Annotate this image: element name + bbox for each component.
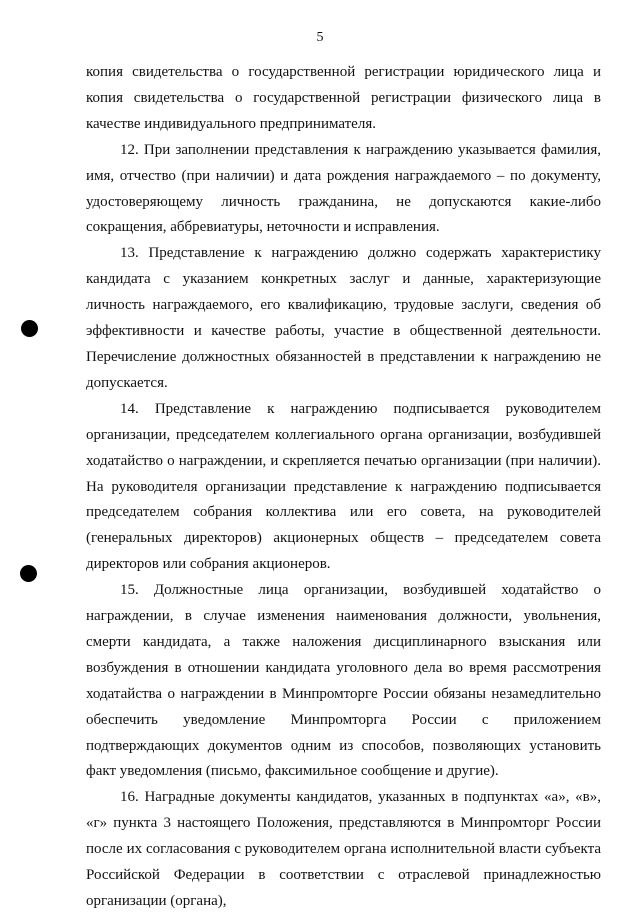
paragraph-16: 16. Наградные документы кандидатов, указанных в подпунктах «а», «в», «г» пункта 3 настоящего Положения, представляются в Минпромторг России после их согласования с руководителем органа исполнительной власти субъекта Российской Федерации в соответствии с отраслевой принадлежностью организации (органа), [86,789,601,909]
paragraph-13: 13. Представление к награждению должно содержать характеристику кандидата с указанием конкретных заслуг и данные, характеризующие личность награждаемого, его квалификацию, трудовые заслуги, сведения об эффективности и качестве работы, участие в общественной деятельности. Перечисление должностных обязанностей в представлении к награждению не допускается. [86,245,601,391]
paragraph-14: 14. Представление к награждению подписывается руководителем организации, председателем коллегиального органа организации, возбудившей ходатайство о награждении, и скрепляется печатью организации (при наличии). На руководителя организации представление к награждению подписывается председателем собрания коллектива или его совета, на руководителей (генеральных директоров) акционерных обществ – председателем совета директоров или собрания акционеров. [86,400,601,573]
paragraph-15: 15. Должностные лица организации, возбудившей ходатайство о награждении, в случае изменения наименования должности, увольнения, смерти кандидата, а также наложения дисциплинарного взыскания или возбуждения в отношении кандидата уголовного дела во время рассмотрения ходатайства о награждении в Минпромторге России обязаны незамедлительно обеспечить уведомление Минпромторга России с приложением подтверждающих документов одним из способов, позволяющих установить факт уведомления (письмо, факсимильное сообщение и другие). [86,582,601,780]
paragraph-12: 12. При заполнении представления к награждению указывается фамилия, имя, отчество (при наличии) и дата рождения награждаемого – по документу, удостоверяющему личность гражданина, не допускаются какие-либо сокращения, аббревиатуры, неточности и исправления. [86,141,601,236]
document-body [86,60,601,915]
paragraph-continuation: копия свидетельства о государственной регистрации юридического лица и копия свидетельства о государственной регистрации физического лица в качестве индивидуального предпринимателя. [86,64,601,132]
punch-hole-mark [20,565,37,582]
punch-hole-mark [21,320,38,337]
page-number: 5 [316,30,324,45]
